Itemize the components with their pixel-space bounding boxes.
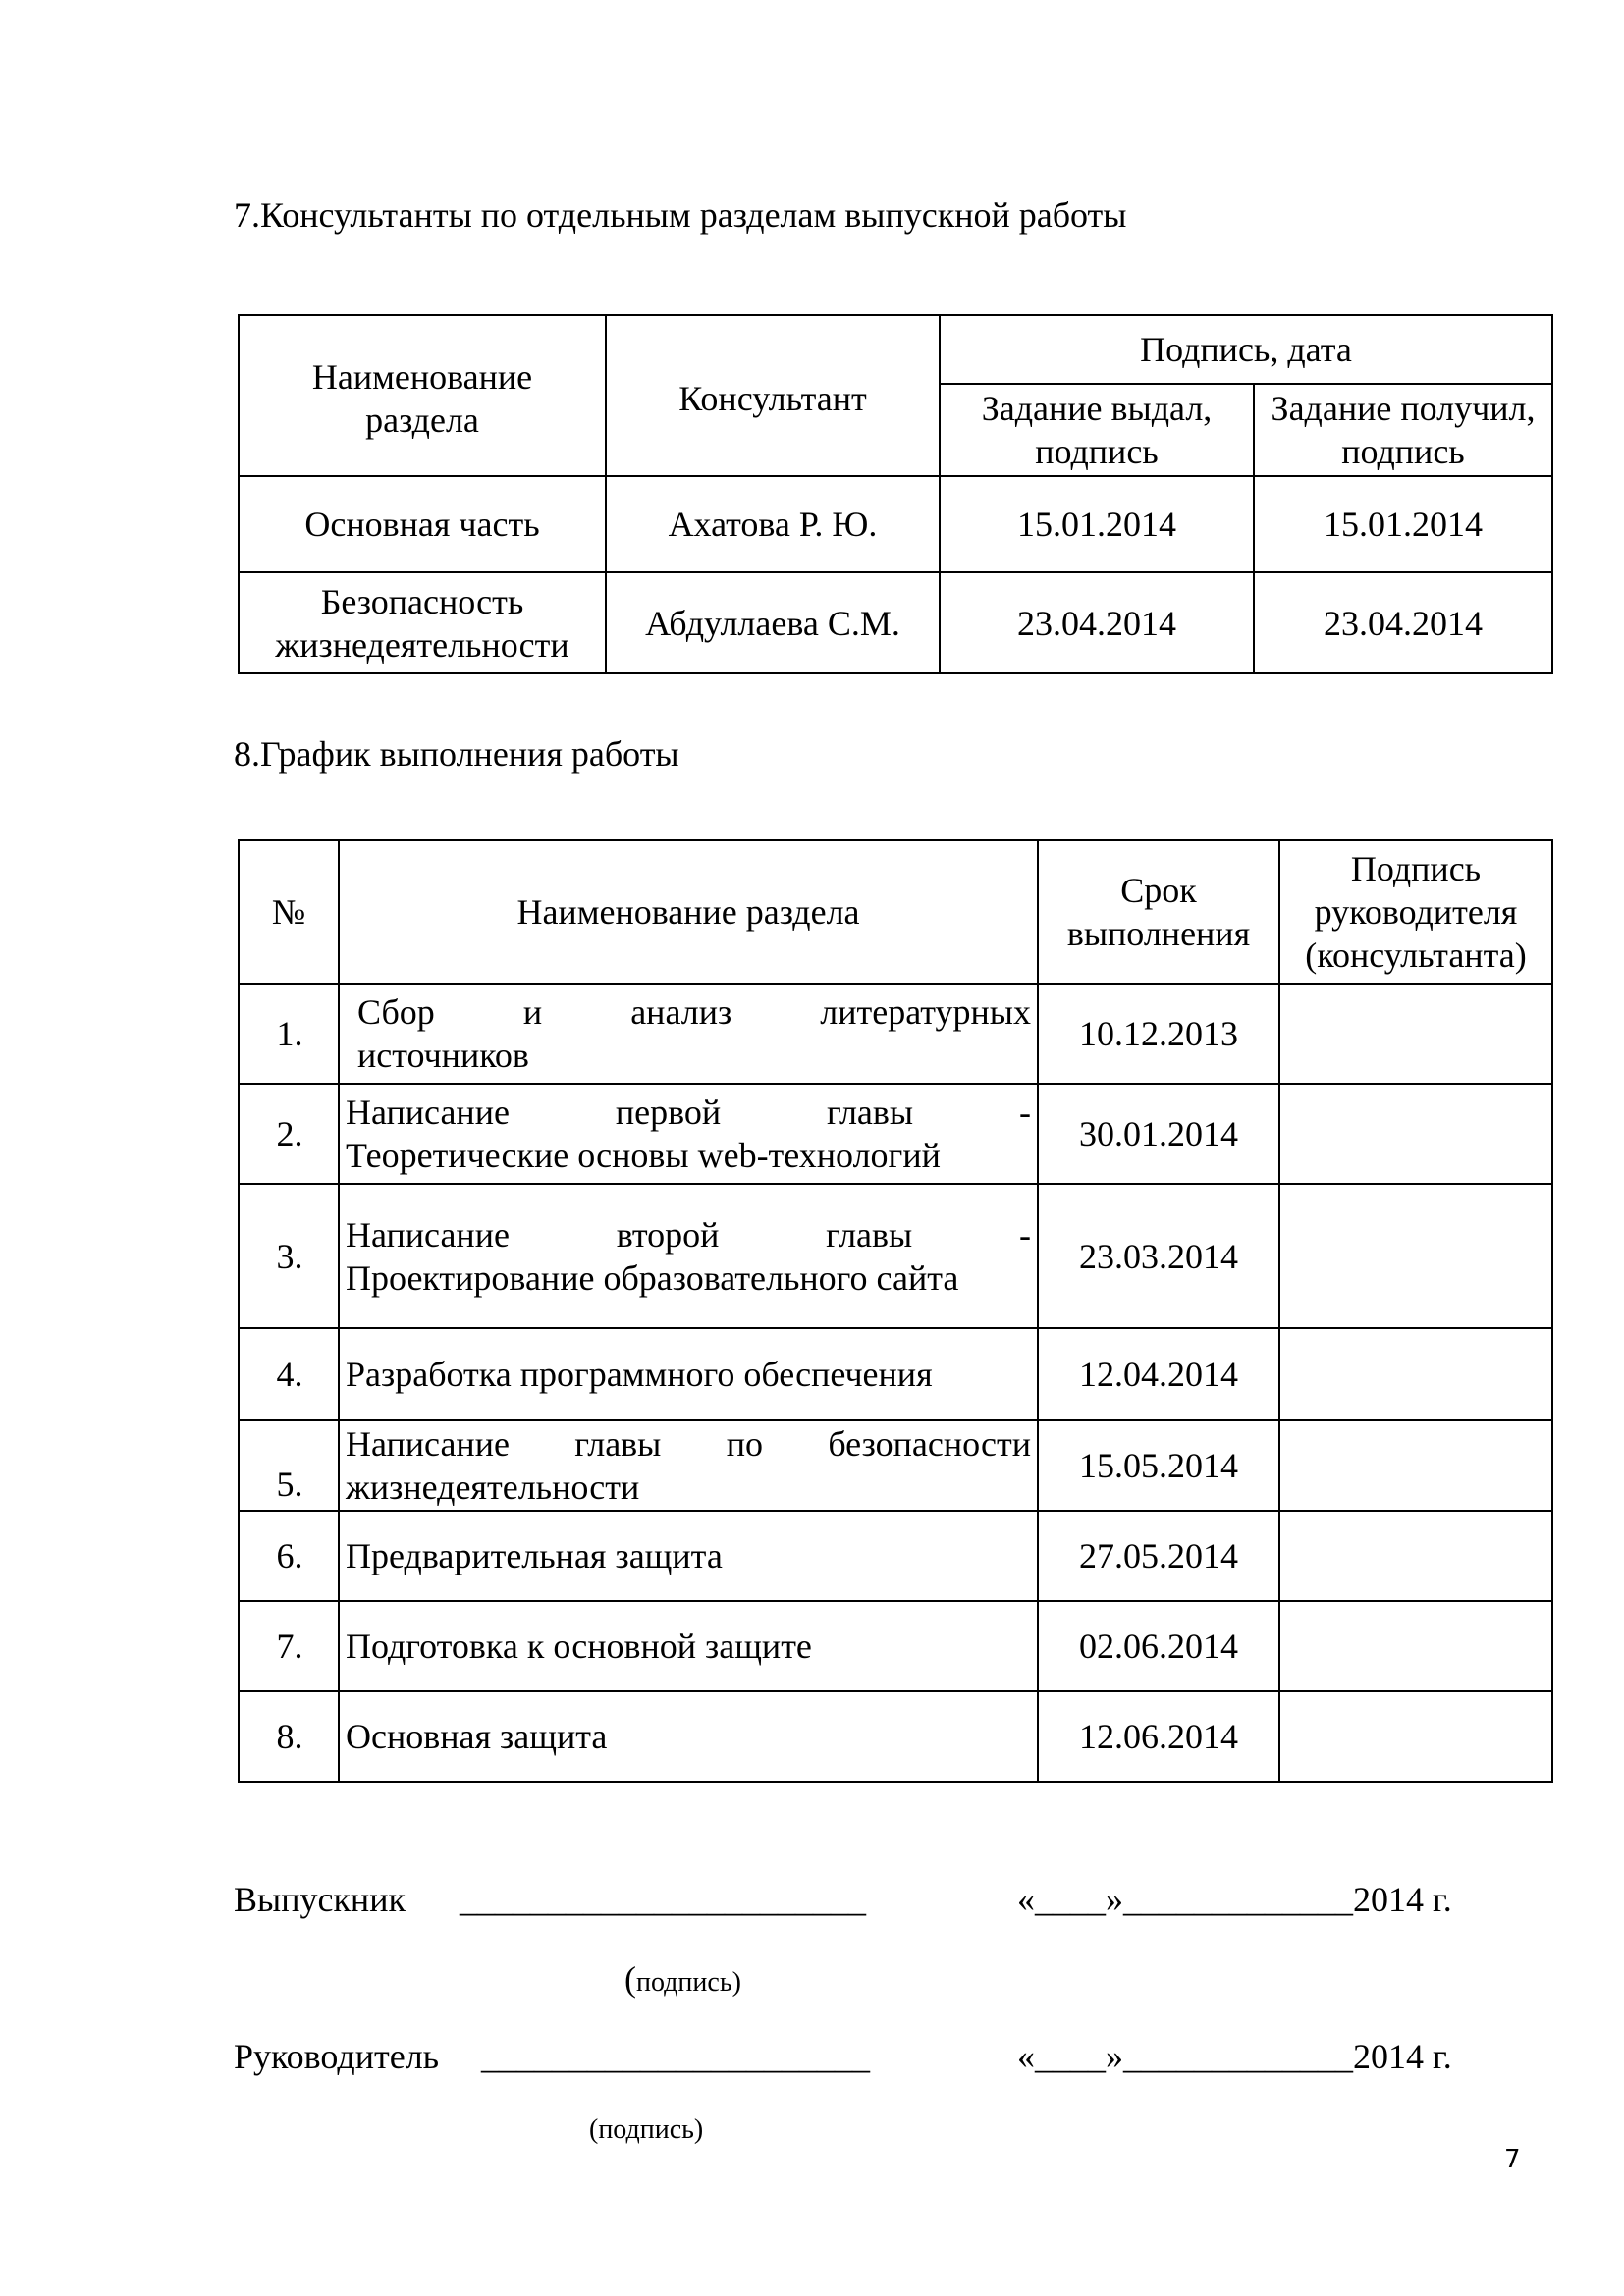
header-assigned — [940, 384, 1254, 476]
row-number-cell: 1. — [239, 984, 339, 1084]
deadline-cell: 27.05.2014 — [1038, 1511, 1279, 1601]
supervisor-date — [1017, 2039, 1452, 2074]
section-name-line: Разработка программного обеспечения — [346, 1355, 933, 1394]
section-name-line: Основная защита — [346, 1717, 608, 1756]
section-name-word: главы — [826, 1214, 913, 1255]
graduate-year: 2014 г. — [1353, 1880, 1452, 1919]
graduate-line — [234, 1882, 406, 1917]
section-name-word: безопасности — [828, 1424, 1031, 1464]
supervisor-date-day: ____ — [1035, 2037, 1106, 2076]
section-name-word: и — [522, 992, 543, 1032]
header-signature-line-2: руководителя — [1314, 892, 1518, 932]
graduate-date — [1017, 1882, 1452, 1917]
section-name-word: Написание — [346, 1424, 510, 1464]
row-number-cell: 2. — [239, 1084, 339, 1184]
table-row — [239, 1420, 1552, 1511]
section-name-word: по — [726, 1424, 763, 1464]
supervisor-blank: _________________ — [481, 2037, 782, 2076]
signature-cell — [1279, 1511, 1552, 1601]
header-signature — [1279, 840, 1552, 984]
header-number: № — [239, 840, 339, 984]
section-name-cell — [339, 1691, 1038, 1782]
header-received-line-1: Задание получил, — [1271, 389, 1536, 428]
supervisor-blank-tail: _____ — [782, 2037, 870, 2076]
signature-cell — [1279, 1184, 1552, 1328]
deadline-cell: 15.05.2014 — [1038, 1420, 1279, 1511]
table-row — [239, 1601, 1552, 1691]
header-assigned-line-1: Задание выдал, — [981, 389, 1213, 428]
table-row — [239, 572, 1552, 673]
row-number-cell: 6. — [239, 1511, 339, 1601]
deadline-cell: 10.12.2013 — [1038, 984, 1279, 1084]
deadline-cell: 12.04.2014 — [1038, 1328, 1279, 1420]
header-signature-date: Подпись, дата — [940, 315, 1552, 384]
graduate-note-paren: ( — [624, 1959, 636, 1999]
section-name-word: второй — [616, 1214, 720, 1255]
section-name-word: литературных — [820, 992, 1031, 1032]
table-row — [239, 1084, 1552, 1184]
section-name-cell — [339, 1420, 1038, 1511]
graduate-signature-blank — [460, 1882, 866, 1917]
consultant-cell: Ахатова Р. Ю. — [606, 476, 940, 572]
table-row — [239, 984, 1552, 1084]
section-name-cell — [339, 1084, 1038, 1184]
section-name-line: Предварительная защита — [346, 1536, 723, 1575]
deadline-cell: 23.03.2014 — [1038, 1184, 1279, 1328]
deadline-cell: 30.01.2014 — [1038, 1084, 1279, 1184]
graduate-date-open: « — [1017, 1880, 1035, 1919]
header-signature-line-1: Подпись — [1350, 849, 1482, 888]
signature-cell — [1279, 984, 1552, 1084]
graduate-label: Выпускник — [234, 1880, 406, 1919]
section-name-cell — [339, 1601, 1038, 1691]
section-name-line: Теоретические основы web-технологий — [346, 1136, 941, 1175]
received-date-cell: 23.04.2014 — [1254, 572, 1552, 673]
header-deadline — [1038, 840, 1279, 984]
section-name-line-1: Безопасность — [320, 581, 524, 621]
row-number-cell: 7. — [239, 1601, 339, 1691]
graduate-date-month: ________ — [1123, 1880, 1265, 1919]
header-received — [1254, 384, 1552, 476]
page-number: 7 — [1504, 2145, 1521, 2174]
header-section-name-line-2: раздела — [365, 400, 479, 440]
graduate-signature-note — [624, 1961, 741, 1997]
consultants-header-row — [239, 315, 1552, 384]
received-date-cell: 15.01.2014 — [1254, 476, 1552, 572]
section-name-word: - — [1018, 1093, 1031, 1132]
section-name-justified-line — [346, 990, 1031, 1034]
section-name-line: источников — [357, 1036, 529, 1075]
graduate-date-month-tail: _____ — [1265, 1880, 1353, 1919]
section-name-justified-line — [346, 1213, 1031, 1256]
signature-cell — [1279, 1420, 1552, 1511]
header-section-name-line-1: Наименование — [311, 357, 533, 397]
table-row — [239, 476, 1552, 572]
section-name-word: анализ — [630, 992, 732, 1032]
section-name-word: первой — [615, 1093, 722, 1132]
row-number-cell: 3. — [239, 1184, 339, 1328]
header-assigned-line-2: подпись — [1035, 432, 1159, 471]
supervisor-signature-blank — [481, 2039, 870, 2074]
section-name-line-2: жизнедеятельности — [275, 624, 569, 665]
supervisor-label: Руководитель — [234, 2037, 440, 2076]
header-received-line-2: подпись — [1341, 432, 1465, 471]
section-7-caption: 7.Консультанты по отдельным разделам выпускной работы — [234, 195, 1127, 235]
assigned-date-cell: 23.04.2014 — [940, 572, 1254, 673]
signature-cell — [1279, 1601, 1552, 1691]
header-consultant: Консультант — [606, 315, 940, 476]
header-section-name — [239, 315, 606, 476]
table-row — [239, 1184, 1552, 1328]
section-name-cell — [239, 572, 606, 673]
signature-cell — [1279, 1084, 1552, 1184]
graduate-date-day: ____ — [1035, 1880, 1106, 1919]
row-number-cell: 8. — [239, 1691, 339, 1782]
row-number-cell: 4. — [239, 1328, 339, 1420]
header-signature-line-3: (консультанта) — [1305, 935, 1527, 975]
graduate-date-close: » — [1106, 1880, 1123, 1919]
section-name-word: Написание — [346, 1214, 510, 1255]
supervisor-date-open: « — [1017, 2037, 1035, 2076]
section-name-line: Подготовка к основной защите — [346, 1627, 812, 1666]
table-row — [239, 1511, 1552, 1601]
supervisor-date-month: _____________ — [1123, 2037, 1353, 2076]
section-name-word: Написание — [346, 1093, 510, 1132]
signature-cell — [1279, 1328, 1552, 1420]
section-name-cell — [339, 1328, 1038, 1420]
table-row — [239, 1691, 1552, 1782]
section-name-word: - — [1019, 1214, 1031, 1255]
supervisor-signature-note: (подпись) — [589, 2114, 704, 2145]
section-name-word: главы — [827, 1093, 914, 1132]
assigned-date-cell: 15.01.2014 — [940, 476, 1254, 572]
deadline-cell: 12.06.2014 — [1038, 1691, 1279, 1782]
schedule-table — [238, 839, 1553, 1783]
graduate-blank: __________________ — [460, 1880, 778, 1919]
row-number-cell: 5. — [239, 1420, 339, 1511]
consultants-table — [238, 314, 1553, 674]
section-name-line: Проектирование образовательного сайта — [346, 1257, 959, 1298]
deadline-cell: 02.06.2014 — [1038, 1601, 1279, 1691]
header-deadline-line-2: выполнения — [1066, 914, 1251, 953]
supervisor-date-close: » — [1106, 2037, 1123, 2076]
section-name-cell: Основная часть — [239, 476, 606, 572]
section-name-cell — [339, 1511, 1038, 1601]
supervisor-line — [234, 2039, 439, 2074]
signature-cell — [1279, 1691, 1552, 1782]
consultant-cell: Абдуллаева С.М. — [606, 572, 940, 673]
section-name-cell — [339, 1184, 1038, 1328]
section-name-cell — [339, 984, 1038, 1084]
graduate-blank-tail: _____ — [778, 1880, 866, 1919]
header-deadline-line-1: Срок — [1120, 871, 1197, 910]
section-name-word: Сбор — [357, 992, 435, 1032]
section-8-caption: 8.График выполнения работы — [234, 734, 679, 774]
section-name-justified-line — [346, 1422, 1031, 1466]
graduate-note-text: подпись) — [636, 1967, 741, 1998]
schedule-header-row — [239, 840, 1552, 984]
section-name-word: главы — [574, 1424, 662, 1464]
section-name-line: жизнедеятельности — [346, 1468, 640, 1507]
header-section-name: Наименование раздела — [339, 840, 1038, 984]
supervisor-year: 2014 г. — [1353, 2037, 1452, 2076]
section-name-justified-line — [346, 1091, 1031, 1134]
table-row — [239, 1328, 1552, 1420]
